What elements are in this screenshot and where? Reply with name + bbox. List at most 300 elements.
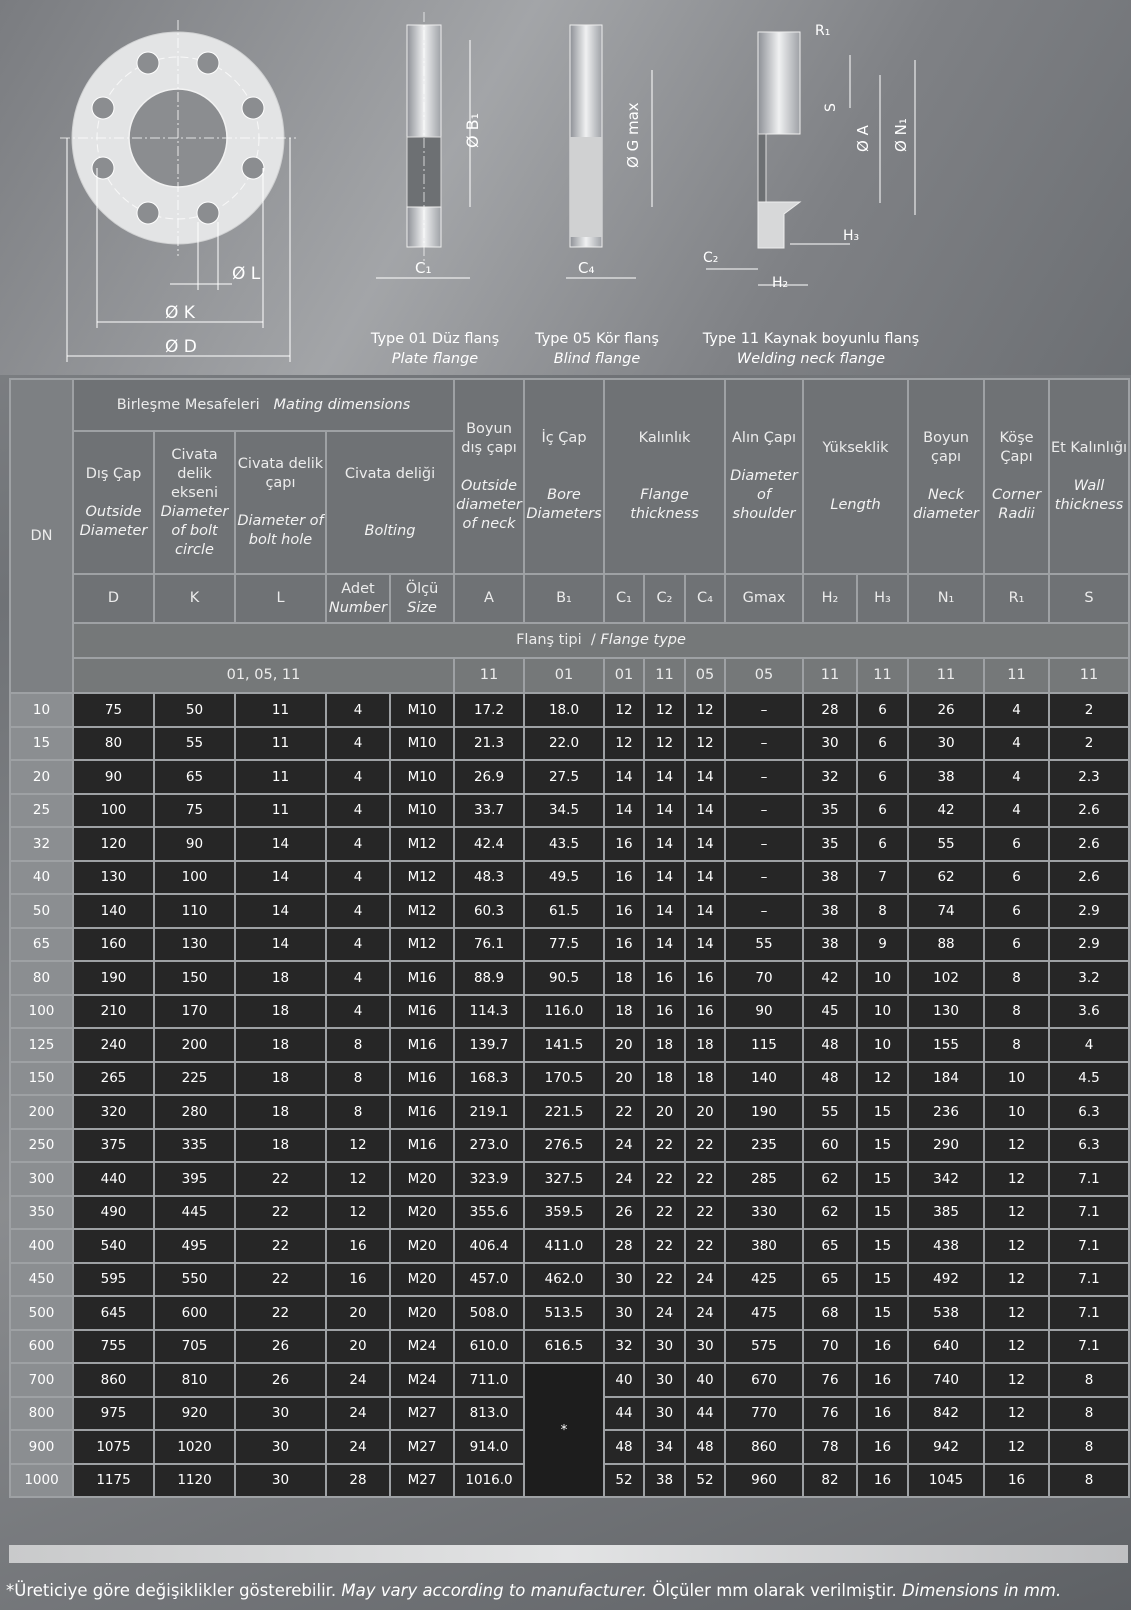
- cell-n1: 842: [908, 1397, 984, 1431]
- cell-d: 265: [73, 1062, 154, 1096]
- cell-a: 21.3: [454, 727, 524, 761]
- header-neck-od: Boyun dış çapı Outside diameter of neck: [454, 379, 524, 574]
- cell-s: 2.6: [1049, 827, 1129, 861]
- type-c4: 05: [685, 658, 725, 693]
- cell-a: 457.0: [454, 1263, 524, 1297]
- table-row: [10, 1028, 1129, 1062]
- cell-dn: 125: [10, 1028, 73, 1062]
- cell-number: 28: [326, 1464, 390, 1498]
- table-row: [10, 1129, 1129, 1163]
- cell-d: 440: [73, 1162, 154, 1196]
- cell-gmax: 235: [725, 1129, 803, 1163]
- header-outside: Dış Çap Outside Diameter: [73, 431, 154, 574]
- cell-h3: 6: [857, 693, 908, 727]
- cell-dn: 700: [10, 1363, 73, 1397]
- cell-dn: 400: [10, 1229, 73, 1263]
- header-bolt-circle: Civata delik ekseni Diameter of bolt circle: [154, 431, 235, 574]
- cell-c4: 22: [685, 1229, 725, 1263]
- cell-b1: 90.5: [524, 961, 604, 995]
- cell-dn: 500: [10, 1296, 73, 1330]
- cell-r1: 12: [984, 1229, 1049, 1263]
- footer-divider: [9, 1545, 1128, 1563]
- cell-k: 100: [154, 861, 235, 895]
- cell-number: 4: [326, 995, 390, 1029]
- cell-c1: 12: [604, 727, 644, 761]
- cell-size: M20: [390, 1296, 454, 1330]
- cell-c1: 44: [604, 1397, 644, 1431]
- cell-k: 50: [154, 693, 235, 727]
- table-row: [10, 1062, 1129, 1096]
- caption-type11: [700, 329, 922, 369]
- cell-n1: 184: [908, 1062, 984, 1096]
- cell-gmax: 90: [725, 995, 803, 1029]
- cell-n1: 155: [908, 1028, 984, 1062]
- cell-s: 2: [1049, 727, 1129, 761]
- cell-d: 160: [73, 928, 154, 962]
- cell-k: 90: [154, 827, 235, 861]
- header-thickness: Kalınlık Flange thickness: [604, 379, 725, 574]
- cell-c4: 22: [685, 1129, 725, 1163]
- cell-r1: 12: [984, 1129, 1049, 1163]
- cell-d: 375: [73, 1129, 154, 1163]
- cell-s: 6.3: [1049, 1129, 1129, 1163]
- cell-l: 26: [235, 1363, 326, 1397]
- cell-r1: 12: [984, 1162, 1049, 1196]
- cell-a: 323.9: [454, 1162, 524, 1196]
- cell-s: 7.1: [1049, 1196, 1129, 1230]
- cell-a: 168.3: [454, 1062, 524, 1096]
- cell-d: 490: [73, 1196, 154, 1230]
- cell-h3: 8: [857, 894, 908, 928]
- cell-b1: 411.0: [524, 1229, 604, 1263]
- cell-h2: 76: [803, 1363, 857, 1397]
- cell-number: 4: [326, 861, 390, 895]
- cell-n1: 342: [908, 1162, 984, 1196]
- cell-l: 14: [235, 861, 326, 895]
- cell-dn: 32: [10, 827, 73, 861]
- header-shoulder: Alın Çapı Diameter of shoulder: [725, 379, 803, 574]
- caption-type05: [532, 329, 662, 369]
- cell-h3: 6: [857, 760, 908, 794]
- cell-h2: 82: [803, 1464, 857, 1498]
- cell-h3: 15: [857, 1162, 908, 1196]
- cell-l: 26: [235, 1330, 326, 1364]
- header-neck-diameter: Boyun çapı Neck diameter: [908, 379, 984, 574]
- cell-k: 150: [154, 961, 235, 995]
- cell-b1: 616.5: [524, 1330, 604, 1364]
- cell-gmax: 55: [725, 928, 803, 962]
- cell-l: 30: [235, 1430, 326, 1464]
- cell-a: 711.0: [454, 1363, 524, 1397]
- cell-h3: 15: [857, 1263, 908, 1297]
- caption-type01: [370, 329, 500, 369]
- blind-flange-section: [566, 25, 652, 278]
- table-row: [10, 1363, 1129, 1397]
- cell-h2: 48: [803, 1028, 857, 1062]
- cell-h3: 15: [857, 1196, 908, 1230]
- cell-n1: 38: [908, 760, 984, 794]
- cell-b1: 61.5: [524, 894, 604, 928]
- cell-dn: 65: [10, 928, 73, 962]
- footnote: [6, 1581, 1126, 1600]
- cell-h3: 7: [857, 861, 908, 895]
- cell-dn: 200: [10, 1095, 73, 1129]
- cell-number: 4: [326, 693, 390, 727]
- cell-c4: 22: [685, 1196, 725, 1230]
- cell-h3: 12: [857, 1062, 908, 1096]
- cell-k: 550: [154, 1263, 235, 1297]
- sym-l: L: [235, 574, 326, 623]
- cell-b1: 359.5: [524, 1196, 604, 1230]
- cell-number: 8: [326, 1095, 390, 1129]
- dim-r1-label: R₁: [815, 23, 831, 39]
- cell-number: 12: [326, 1196, 390, 1230]
- type-h2: 11: [803, 658, 857, 693]
- cell-c2: 14: [644, 760, 685, 794]
- cell-size: M10: [390, 727, 454, 761]
- header-length: Yükseklik Length: [803, 379, 908, 574]
- type-n1: 11: [908, 658, 984, 693]
- type-s: 11: [1049, 658, 1129, 693]
- cell-h3: 16: [857, 1397, 908, 1431]
- sym-c4: C₄: [685, 574, 725, 623]
- cell-s: 7.1: [1049, 1296, 1129, 1330]
- cell-dn: 10: [10, 693, 73, 727]
- cell-h2: 65: [803, 1229, 857, 1263]
- cell-r1: 4: [984, 794, 1049, 828]
- cell-n1: 42: [908, 794, 984, 828]
- cell-k: 335: [154, 1129, 235, 1163]
- cell-number: 4: [326, 794, 390, 828]
- cell-size: M24: [390, 1363, 454, 1397]
- cell-s: 8: [1049, 1464, 1129, 1498]
- cell-size: M16: [390, 1062, 454, 1096]
- cell-l: 22: [235, 1296, 326, 1330]
- caption-type05-en: Blind flange: [553, 351, 641, 367]
- table-row: [10, 1095, 1129, 1129]
- cell-b1: 276.5: [524, 1129, 604, 1163]
- cell-c4: 18: [685, 1062, 725, 1096]
- cell-s: 8: [1049, 1430, 1129, 1464]
- caption-type05-tr: Type 05 Kör flanş: [535, 331, 659, 347]
- cell-size: M27: [390, 1464, 454, 1498]
- cell-size: M20: [390, 1229, 454, 1263]
- cell-number: 4: [326, 827, 390, 861]
- cell-k: 55: [154, 727, 235, 761]
- header-bolting: Civata deliği Bolting: [326, 431, 454, 574]
- cell-dn: 150: [10, 1062, 73, 1096]
- cell-n1: 130: [908, 995, 984, 1029]
- flange-face-view: [60, 20, 296, 362]
- cell-c4: 24: [685, 1296, 725, 1330]
- sym-h2: H₂: [803, 574, 857, 623]
- cell-c2: 14: [644, 794, 685, 828]
- cell-c1: 30: [604, 1263, 644, 1297]
- cell-c1: 52: [604, 1464, 644, 1498]
- cell-c4: 48: [685, 1430, 725, 1464]
- sym-k: K: [154, 574, 235, 623]
- cell-c2: 22: [644, 1229, 685, 1263]
- cell-k: 130: [154, 928, 235, 962]
- cell-c1: 14: [604, 760, 644, 794]
- table-row: [10, 1196, 1129, 1230]
- cell-c2: 12: [644, 693, 685, 727]
- cell-n1: 640: [908, 1330, 984, 1364]
- cell-d: 75: [73, 693, 154, 727]
- cell-c4: 12: [685, 727, 725, 761]
- caption-type11-en: Welding neck flange: [736, 351, 886, 367]
- cell-h3: 6: [857, 727, 908, 761]
- cell-c4: 16: [685, 995, 725, 1029]
- cell-r1: 12: [984, 1397, 1049, 1431]
- cell-h2: 60: [803, 1129, 857, 1163]
- cell-d: 540: [73, 1229, 154, 1263]
- dim-ol-label: Ø L: [232, 264, 261, 284]
- cell-c4: 20: [685, 1095, 725, 1129]
- cell-a: 273.0: [454, 1129, 524, 1163]
- cell-b1: 141.5: [524, 1028, 604, 1062]
- table-row: [10, 1229, 1129, 1263]
- cell-h2: 65: [803, 1263, 857, 1297]
- table-row: [10, 827, 1129, 861]
- cell-h2: 38: [803, 928, 857, 962]
- cell-r1: 8: [984, 1028, 1049, 1062]
- cell-gmax: 860: [725, 1430, 803, 1464]
- cell-h3: 9: [857, 928, 908, 962]
- dim-od-label: Ø D: [165, 337, 197, 357]
- cell-s: 2.6: [1049, 794, 1129, 828]
- cell-gmax: –: [725, 861, 803, 895]
- cell-n1: 26: [908, 693, 984, 727]
- cell-b1: 49.5: [524, 861, 604, 895]
- cell-c2: 34: [644, 1430, 685, 1464]
- cell-c2: 22: [644, 1196, 685, 1230]
- header-wall: Et Kalınlığı Wall thickness: [1049, 379, 1129, 574]
- type-gmax: 05: [725, 658, 803, 693]
- cell-b1: 77.5: [524, 928, 604, 962]
- cell-c1: 24: [604, 1162, 644, 1196]
- sym-c1: C₁: [604, 574, 644, 623]
- cell-n1: 740: [908, 1363, 984, 1397]
- cell-a: 914.0: [454, 1430, 524, 1464]
- cell-b1: 327.5: [524, 1162, 604, 1196]
- cell-l: 18: [235, 995, 326, 1029]
- cell-h2: 55: [803, 1095, 857, 1129]
- cell-c2: 22: [644, 1129, 685, 1163]
- cell-c4: 14: [685, 760, 725, 794]
- cell-d: 645: [73, 1296, 154, 1330]
- cell-k: 75: [154, 794, 235, 828]
- cell-d: 190: [73, 961, 154, 995]
- cell-gmax: 70: [725, 961, 803, 995]
- header-corner: Köşe Çapı Corner Radii: [984, 379, 1049, 574]
- cell-k: 395: [154, 1162, 235, 1196]
- cell-a: 88.9: [454, 961, 524, 995]
- cell-c1: 26: [604, 1196, 644, 1230]
- cell-dn: 800: [10, 1397, 73, 1431]
- cell-size: M10: [390, 693, 454, 727]
- cell-gmax: –: [725, 693, 803, 727]
- cell-c2: 38: [644, 1464, 685, 1498]
- cell-a: 114.3: [454, 995, 524, 1029]
- table-row: [10, 693, 1129, 727]
- cell-n1: 236: [908, 1095, 984, 1129]
- cell-c1: 20: [604, 1028, 644, 1062]
- cell-gmax: –: [725, 894, 803, 928]
- cell-number: 4: [326, 928, 390, 962]
- cell-b1: 170.5: [524, 1062, 604, 1096]
- cell-h2: 28: [803, 693, 857, 727]
- cell-k: 1120: [154, 1464, 235, 1498]
- cell-number: 8: [326, 1062, 390, 1096]
- cell-l: 30: [235, 1397, 326, 1431]
- cell-gmax: 380: [725, 1229, 803, 1263]
- cell-s: 4: [1049, 1028, 1129, 1062]
- cell-size: M20: [390, 1162, 454, 1196]
- cell-l: 30: [235, 1464, 326, 1498]
- cell-size: M12: [390, 827, 454, 861]
- type-b1: 01: [524, 658, 604, 693]
- cell-h2: 38: [803, 861, 857, 895]
- cell-h3: 10: [857, 995, 908, 1029]
- cell-s: 2.9: [1049, 928, 1129, 962]
- cell-c2: 14: [644, 827, 685, 861]
- cell-l: 22: [235, 1263, 326, 1297]
- cell-h2: 42: [803, 961, 857, 995]
- footnote-tr2: Ölçüler mm olarak verilmiştir.: [652, 1581, 897, 1600]
- cell-r1: 4: [984, 693, 1049, 727]
- cell-number: 16: [326, 1263, 390, 1297]
- cell-a: 355.6: [454, 1196, 524, 1230]
- cell-c4: 30: [685, 1330, 725, 1364]
- table-body: [10, 693, 1129, 1497]
- cell-k: 810: [154, 1363, 235, 1397]
- cell-c2: 22: [644, 1263, 685, 1297]
- cell-a: 1016.0: [454, 1464, 524, 1498]
- cell-r1: 6: [984, 827, 1049, 861]
- cell-k: 1020: [154, 1430, 235, 1464]
- table-row: [10, 1162, 1129, 1196]
- cell-a: 33.7: [454, 794, 524, 828]
- cell-l: 22: [235, 1196, 326, 1230]
- cell-h3: 10: [857, 961, 908, 995]
- cell-b1: 18.0: [524, 693, 604, 727]
- cell-l: 18: [235, 961, 326, 995]
- dim-on1-label: Ø N₁: [892, 118, 910, 152]
- cell-d: 595: [73, 1263, 154, 1297]
- cell-dn: 80: [10, 961, 73, 995]
- cell-a: 48.3: [454, 861, 524, 895]
- cell-k: 65: [154, 760, 235, 794]
- cell-l: 18: [235, 1028, 326, 1062]
- cell-l: 22: [235, 1162, 326, 1196]
- cell-size: M16: [390, 1028, 454, 1062]
- cell-c1: 28: [604, 1229, 644, 1263]
- footnote-tr1: *Üreticiye göre değişiklikler gösterebilir.: [6, 1581, 337, 1600]
- cell-gmax: 575: [725, 1330, 803, 1364]
- dim-ogmax-label: Ø G max: [624, 102, 642, 168]
- cell-size: M27: [390, 1397, 454, 1431]
- caption-type01-en: Plate flange: [391, 351, 479, 367]
- cell-c1: 14: [604, 794, 644, 828]
- dim-c1-label: C₁: [415, 259, 432, 277]
- cell-gmax: 330: [725, 1196, 803, 1230]
- cell-h3: 16: [857, 1330, 908, 1364]
- cell-gmax: 140: [725, 1062, 803, 1096]
- header-bore: İç Çap Bore Diameters: [524, 379, 604, 574]
- cell-k: 445: [154, 1196, 235, 1230]
- cell-h2: 62: [803, 1196, 857, 1230]
- cell-h2: 35: [803, 794, 857, 828]
- cell-s: 7.1: [1049, 1162, 1129, 1196]
- cell-r1: 6: [984, 928, 1049, 962]
- cell-gmax: 770: [725, 1397, 803, 1431]
- cell-gmax: –: [725, 827, 803, 861]
- cell-d: 975: [73, 1397, 154, 1431]
- cell-r1: 12: [984, 1330, 1049, 1364]
- cell-gmax: 960: [725, 1464, 803, 1498]
- cell-gmax: 670: [725, 1363, 803, 1397]
- cell-gmax: –: [725, 794, 803, 828]
- cell-c2: 16: [644, 961, 685, 995]
- cell-h2: 38: [803, 894, 857, 928]
- cell-r1: 12: [984, 1263, 1049, 1297]
- cell-c1: 20: [604, 1062, 644, 1096]
- cell-size: M16: [390, 961, 454, 995]
- cell-c4: 40: [685, 1363, 725, 1397]
- cell-size: M16: [390, 995, 454, 1029]
- cell-n1: 538: [908, 1296, 984, 1330]
- cell-a: 610.0: [454, 1330, 524, 1364]
- sym-d: D: [73, 574, 154, 623]
- cell-c1: 16: [604, 928, 644, 962]
- table-row: [10, 894, 1129, 928]
- sym-a: A: [454, 574, 524, 623]
- sym-size: Ölçü Size: [390, 574, 454, 623]
- cell-b1: 27.5: [524, 760, 604, 794]
- cell-d: 755: [73, 1330, 154, 1364]
- cell-h2: 62: [803, 1162, 857, 1196]
- cell-number: 12: [326, 1129, 390, 1163]
- cell-n1: 1045: [908, 1464, 984, 1498]
- cell-b1: 221.5: [524, 1095, 604, 1129]
- cell-d: 130: [73, 861, 154, 895]
- cell-k: 600: [154, 1296, 235, 1330]
- cell-dn: 900: [10, 1430, 73, 1464]
- type-mating: 01, 05, 11: [73, 658, 454, 693]
- table-row: [10, 794, 1129, 828]
- cell-c1: 40: [604, 1363, 644, 1397]
- cell-c2: 24: [644, 1296, 685, 1330]
- cell-c2: 14: [644, 861, 685, 895]
- cell-c4: 14: [685, 794, 725, 828]
- sym-r1: R₁: [984, 574, 1049, 623]
- cell-a: 139.7: [454, 1028, 524, 1062]
- cell-l: 18: [235, 1095, 326, 1129]
- cell-size: M10: [390, 760, 454, 794]
- cell-l: 18: [235, 1062, 326, 1096]
- cell-c1: 24: [604, 1129, 644, 1163]
- header-dn: DN: [10, 379, 73, 693]
- cell-c1: 48: [604, 1430, 644, 1464]
- type-c2: 11: [644, 658, 685, 693]
- cell-dn: 40: [10, 861, 73, 895]
- cell-r1: 12: [984, 1430, 1049, 1464]
- cell-n1: 438: [908, 1229, 984, 1263]
- cell-h3: 15: [857, 1095, 908, 1129]
- dim-ob1-label: Ø B₁: [463, 112, 482, 148]
- dim-ok-label: Ø K: [165, 303, 195, 323]
